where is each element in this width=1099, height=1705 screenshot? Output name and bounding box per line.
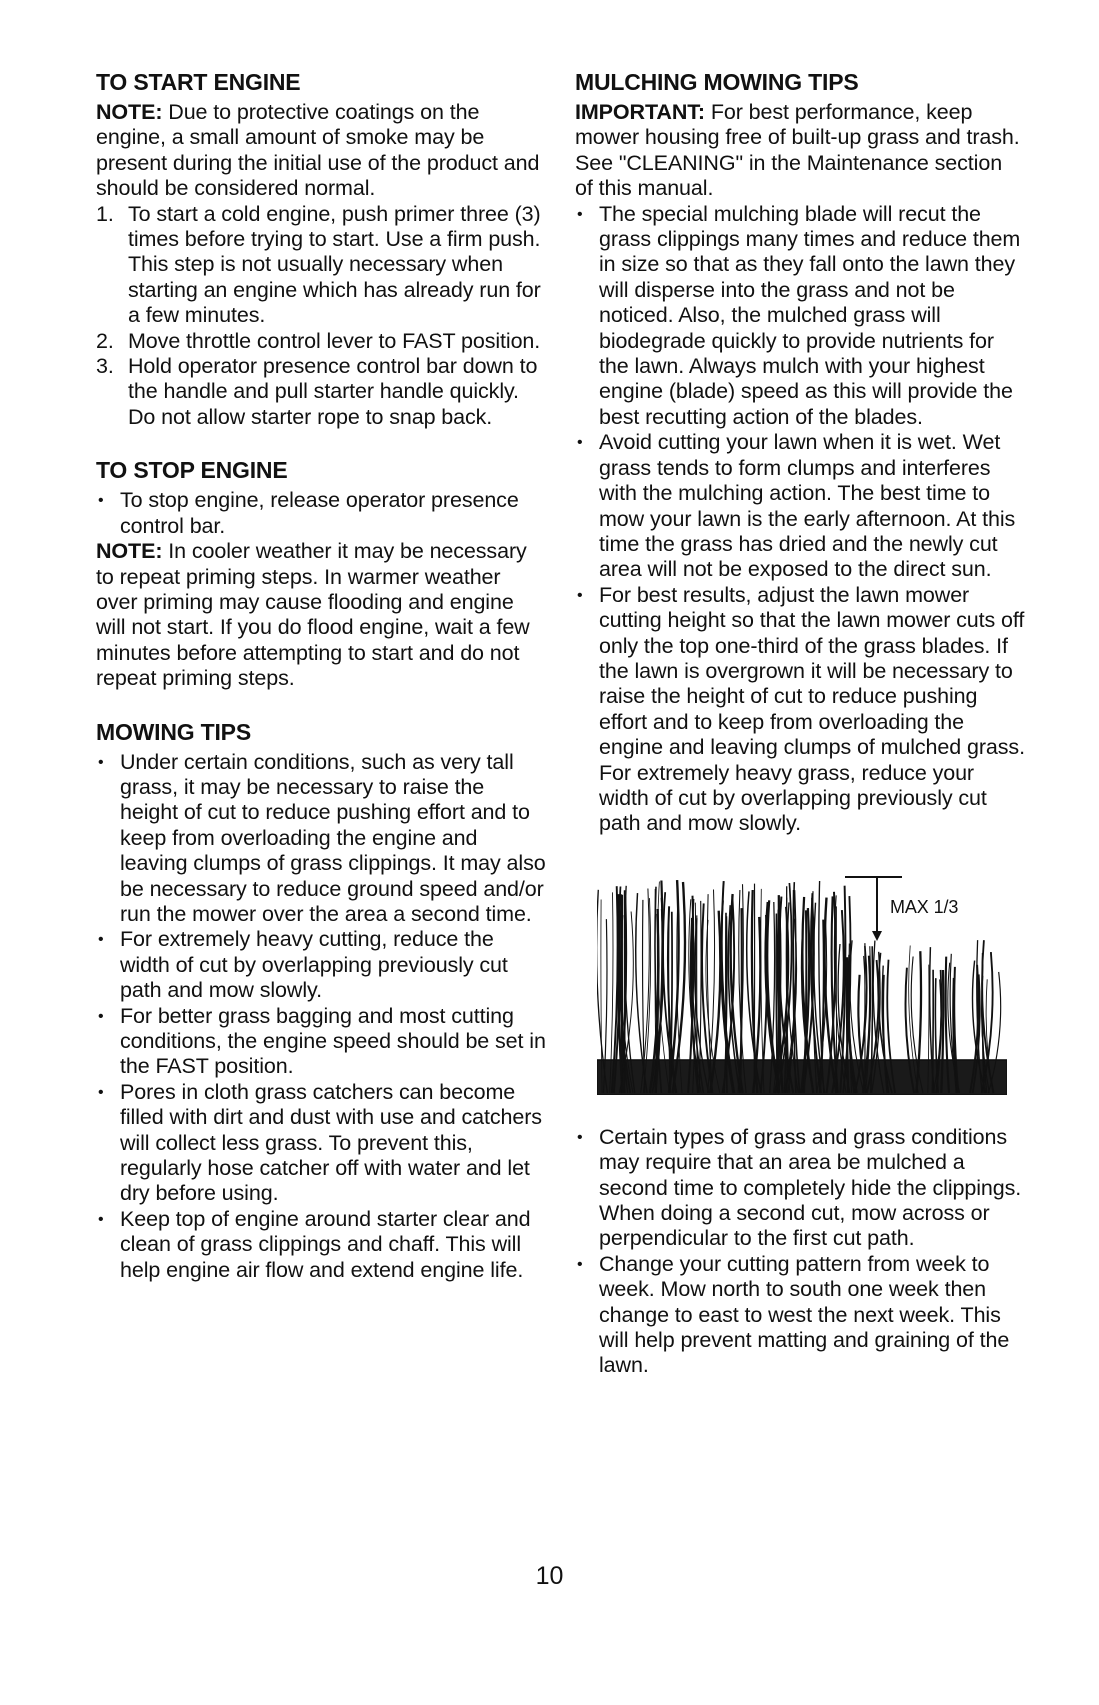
start-steps bbox=[96, 202, 546, 431]
bullet-icon: • bbox=[577, 586, 583, 604]
note-text: In cooler weather it may be necessary to repeat priming steps. In warmer weather over priming may cause flooding and engine will not start. If you do flood engine, wait a few minutes before attempting to start and do not repeat priming steps. bbox=[96, 539, 530, 691]
stop-engine-heading: TO STOP ENGINE bbox=[96, 457, 288, 484]
mulching-bullets bbox=[575, 202, 1025, 837]
note-label: NOTE: bbox=[96, 539, 163, 564]
bullet-icon: • bbox=[98, 1083, 104, 1101]
bullet-icon: • bbox=[98, 753, 104, 771]
bullet-icon: • bbox=[98, 1210, 104, 1228]
list-item: • For extremely heavy cutting, reduce the width of cut by overlapping previously cut path and mow slowly. bbox=[98, 927, 508, 1003]
bullet-icon: • bbox=[577, 434, 583, 452]
list-item: • For best results, adjust the lawn mower cutting height so that the lawn mower cuts off only the top one-third of the grass blades. If the lawn is overgrown it will be necessary to raise the height of cut to reduce pushing effort and to keep from overloading the engine and leaving clumps of mulched grass. For extremely heavy grass, reduce your width of cut by overlapping previously cut path and mow slowly. bbox=[577, 582, 1025, 836]
left-column bbox=[96, 68, 546, 1283]
list-item: • Change your cutting pattern from week to week. Mow north to south one week then change to east to west the next week. This will help prevent matting and graining of the lawn. bbox=[577, 1251, 1010, 1378]
bullet-icon: • bbox=[577, 1128, 583, 1146]
bullet-icon: • bbox=[98, 492, 104, 510]
stop-bullets bbox=[96, 488, 546, 539]
note-label: NOTE: bbox=[96, 100, 163, 124]
list-item: • To stop engine, release operator presence control bar. bbox=[98, 488, 519, 538]
important-text: For best performance, keep mower housing free of built-up grass and trash. See "CLEANING" in the Maintenance section of this manual. bbox=[575, 100, 1020, 201]
list-item: • The special mulching blade will recut the grass clippings many times and reduce them in size so that as they fall onto the lawn they will disperse into the grass and not be noticed. Also, the mulched grass will biodegrade quickly to provide nutrients for the lawn. Always mulch with your highest engine (blade) speed as this will provide the best recutting action of the blades. bbox=[577, 201, 1021, 429]
important-note bbox=[575, 100, 1025, 202]
list-item: • Under certain conditions, such as very tall grass, it may be necessary to raise the height of cut to reduce pushing effort and to keep from overloading the engine and leaving clumps of grass clippings. It may also be necessary to reduce ground speed and/or run the mower over the area a second time. bbox=[98, 749, 546, 926]
right-column bbox=[575, 68, 1025, 1379]
start-note bbox=[96, 100, 546, 202]
mulching-bullets-after bbox=[575, 1125, 1025, 1379]
step-item: 1. To start a cold engine, push primer three (3) times before trying to start. Use a firm push. This step is not usually necessary when starting an engine which has already run for a few minutes. bbox=[96, 201, 541, 328]
bullet-icon: • bbox=[98, 931, 104, 949]
bullet-icon: • bbox=[577, 205, 583, 223]
list-item: • Pores in cloth grass catchers can become filled with dirt and dust with use and catchers will collect less grass. To prevent this, regularly hose catcher off with water and let dry before using. bbox=[98, 1079, 542, 1206]
start-engine-heading: TO START ENGINE bbox=[96, 69, 301, 95]
note-text: Due to protective coatings on the engine, a small amount of smoke may be present during the initial use of the product and should be considered normal. bbox=[96, 100, 540, 201]
grass-cut-height-illustration bbox=[597, 865, 1007, 1095]
mowing-tips-heading: MOWING TIPS bbox=[96, 718, 251, 745]
important-label: IMPORTANT: bbox=[575, 100, 705, 124]
bullet-icon: • bbox=[98, 1007, 104, 1025]
max-third-label: MAX 1/3 bbox=[890, 896, 959, 917]
list-item: • Certain types of grass and grass conditions may require that an area be mulched a second time to completely hide the clippings. When doing a second cut, mow across or perpendicular to the first cut path. bbox=[577, 1124, 1022, 1251]
mowing-bullets bbox=[96, 750, 546, 1284]
mulching-tips-heading: MULCHING MOWING TIPS bbox=[575, 69, 859, 95]
step-item: 2. Move throttle control lever to FAST position. bbox=[96, 328, 541, 353]
list-item: • For better grass bagging and most cutting conditions, the engine speed should be set in the FAST position. bbox=[98, 1003, 546, 1079]
bullet-icon: • bbox=[577, 1255, 583, 1273]
list-item: • Avoid cutting your lawn when it is wet. Wet grass tends to form clumps and interferes with the mulching action. The best time to mow your lawn is the early afternoon. At this time the grass has dried and the newly cut area will not be exposed to the direct sun. bbox=[577, 430, 1016, 582]
stop-note bbox=[96, 539, 546, 691]
list-item: • Keep top of engine around starter clear and clean of grass clippings and chaff. This will help engine air flow and extend engine life. bbox=[98, 1206, 531, 1282]
step-item: 3. Hold operator presence control bar down to the handle and pull starter handle quickly. Do not allow starter rope to snap back. bbox=[96, 354, 538, 429]
page-number: 10 bbox=[535, 1562, 564, 1590]
